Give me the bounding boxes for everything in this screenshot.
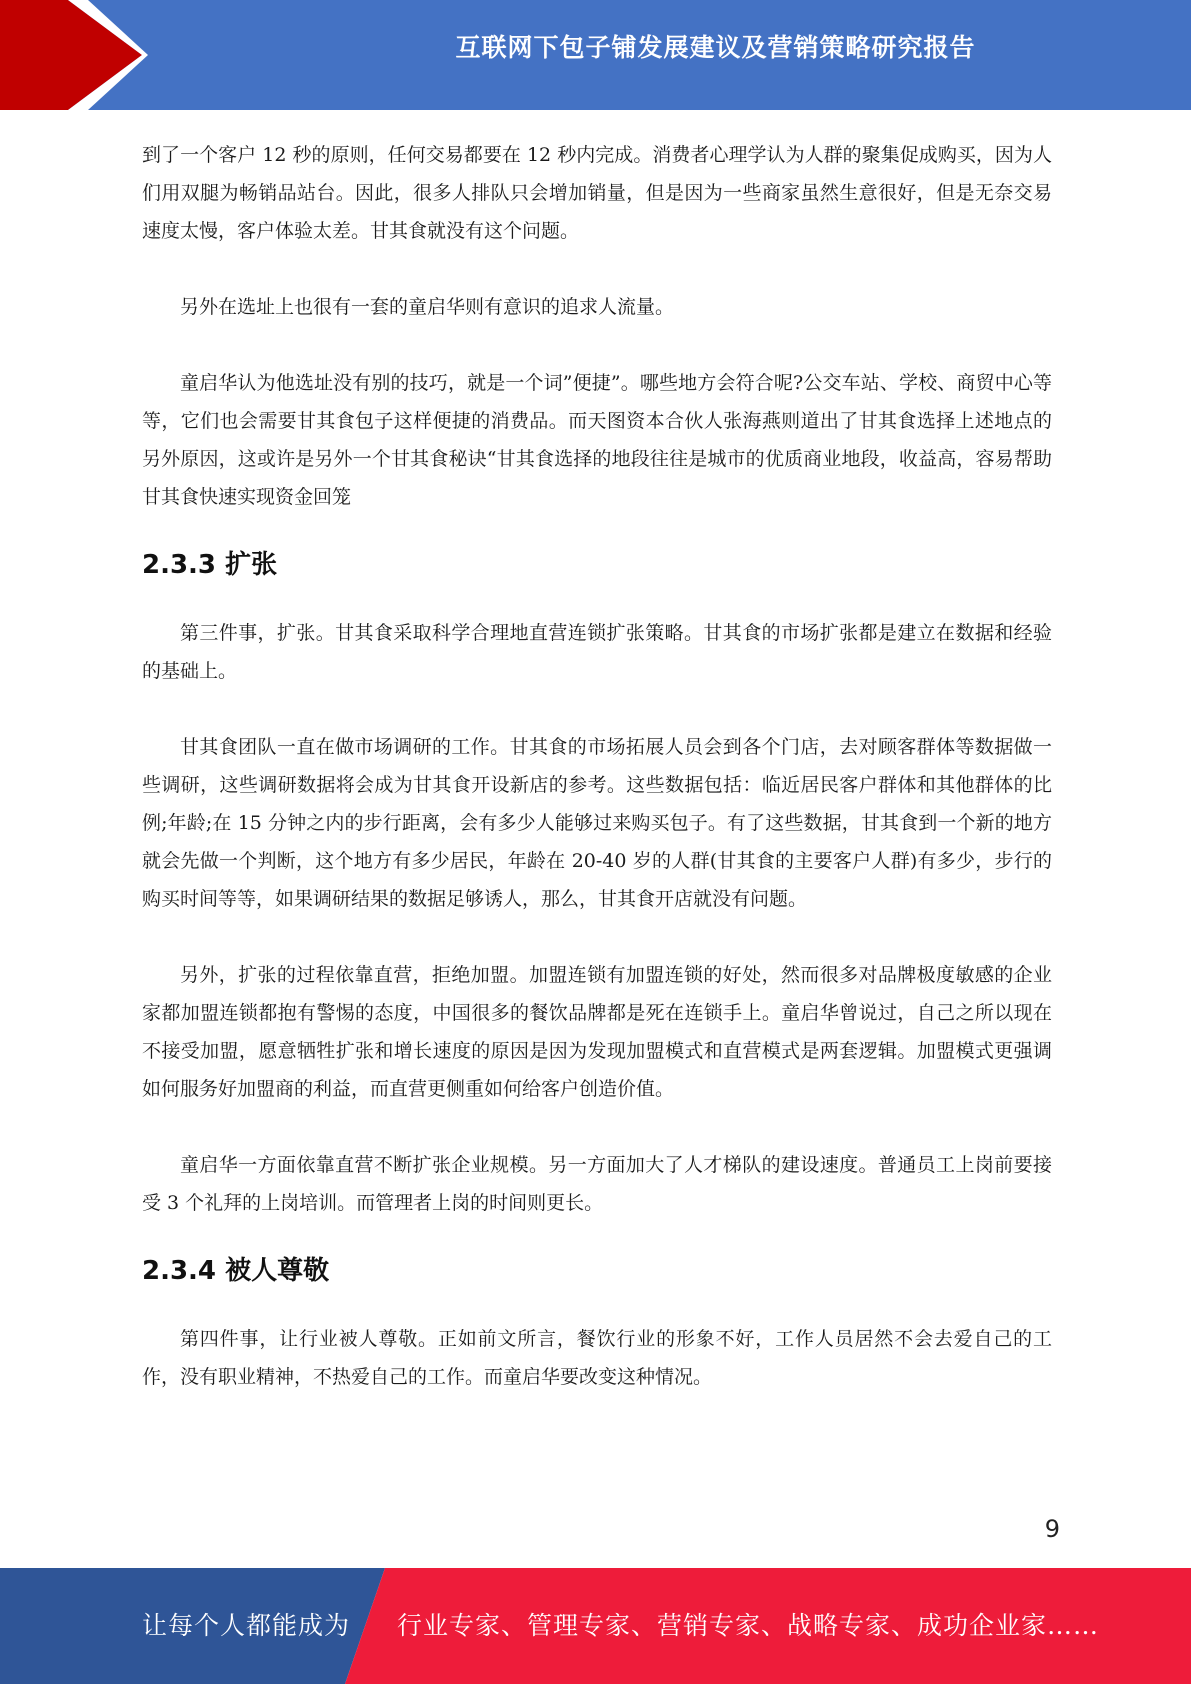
- footer-slogan-right: 行业专家、管理专家、营销专家、战略专家、成功企业家……: [397, 1611, 1100, 1640]
- paragraph: 另外，扩张的过程依靠直营，拒绝加盟。加盟连锁有加盟连锁的好处，然而很多对品牌极度敏感的企业家都加盟连锁都抱有警惕的态度，中国很多的餐饮品牌都是死在连锁手上。童启华曾说过，自己之所以现在不接受加盟，愿意牺牲扩张和增长速度的原因是因为发现加盟模式和直营模式是两套逻辑。加盟模式更强调如何服务好加盟商的利益，而直营更侧重如何给客户创造价值。: [142, 964, 1052, 1100]
- document-body: [142, 136, 1052, 1396]
- paragraph: 另外在选址上也很有一套的童启华则有意识的追求人流量。: [180, 296, 675, 318]
- header-chevron-decoration: [0, 0, 160, 110]
- paragraph: 第三件事，扩张。甘其食采取科学合理地直营连锁扩张策略。甘其食的市场扩张都是建立在数据和经验的基础上。: [142, 622, 1052, 682]
- paragraph: 第四件事，让行业被人尊敬。正如前文所言，餐饮行业的形象不好，工作人员居然不会去爱自己的工作，没有职业精神，不热爱自己的工作。而童启华要改变这种情况。: [142, 1328, 1052, 1388]
- section-heading: 2.3.4 被人尊敬: [142, 1256, 330, 1286]
- section-heading: 2.3.3 扩张: [142, 550, 278, 580]
- paragraph: 甘其食团队一直在做市场调研的工作。甘其食的市场拓展人员会到各个门店，去对顾客群体等数据做一些调研，这些调研数据将会成为甘其食开设新店的参考。这些数据包括：临近居民客户群体和其他群体的比例;年龄;在 15 分钟之内的步行距离，会有多少人能够过来购买包子。有了这些数据，甘其食到一个新的地方就会先做一个判断，这个地方有多少居民，年龄在 20-40 岁的人群(甘其食的主要客户人群)有多少，步行的购买时间等等，如果调研结果的数据足够诱人，那么，甘其食开店就没有问题。: [142, 736, 1052, 910]
- page-number: 9: [1044, 1515, 1060, 1543]
- page-header: [0, 0, 1191, 110]
- document-title: 互联网下包子铺发展建议及营销策略研究报告: [455, 33, 976, 62]
- footer-slogan-left: 让每个人都能成为: [142, 1611, 351, 1640]
- page-footer: [0, 1568, 1191, 1684]
- paragraph: 童启华一方面依靠直营不断扩张企业规模。另一方面加大了人才梯队的建设速度。普通员工上岗前要接受 3 个礼拜的上岗培训。而管理者上岗的时间则更长。: [142, 1154, 1052, 1214]
- paragraph: 到了一个客户 12 秒的原则，任何交易都要在 12 秒内完成。消费者心理学认为人群的聚集促成购买，因为人们用双腿为畅销品站台。因此，很多人排队只会增加销量，但是因为一些商家虽然生意很好，但是无奈交易速度太慢，客户体验太差。甘其食就没有这个问题。: [142, 144, 1052, 242]
- paragraph: 童启华认为他选址没有别的技巧，就是一个词”便捷”。哪些地方会符合呢?公交车站、学校、商贸中心等等，它们也会需要甘其食包子这样便捷的消费品。而天图资本合伙人张海燕则道出了甘其食选择上述地点的另外原因，这或许是另外一个甘其食秘诀“甘其食选择的地段往往是城市的优质商业地段，收益高，容易帮助甘其食快速实现资金回笼: [142, 372, 1052, 508]
